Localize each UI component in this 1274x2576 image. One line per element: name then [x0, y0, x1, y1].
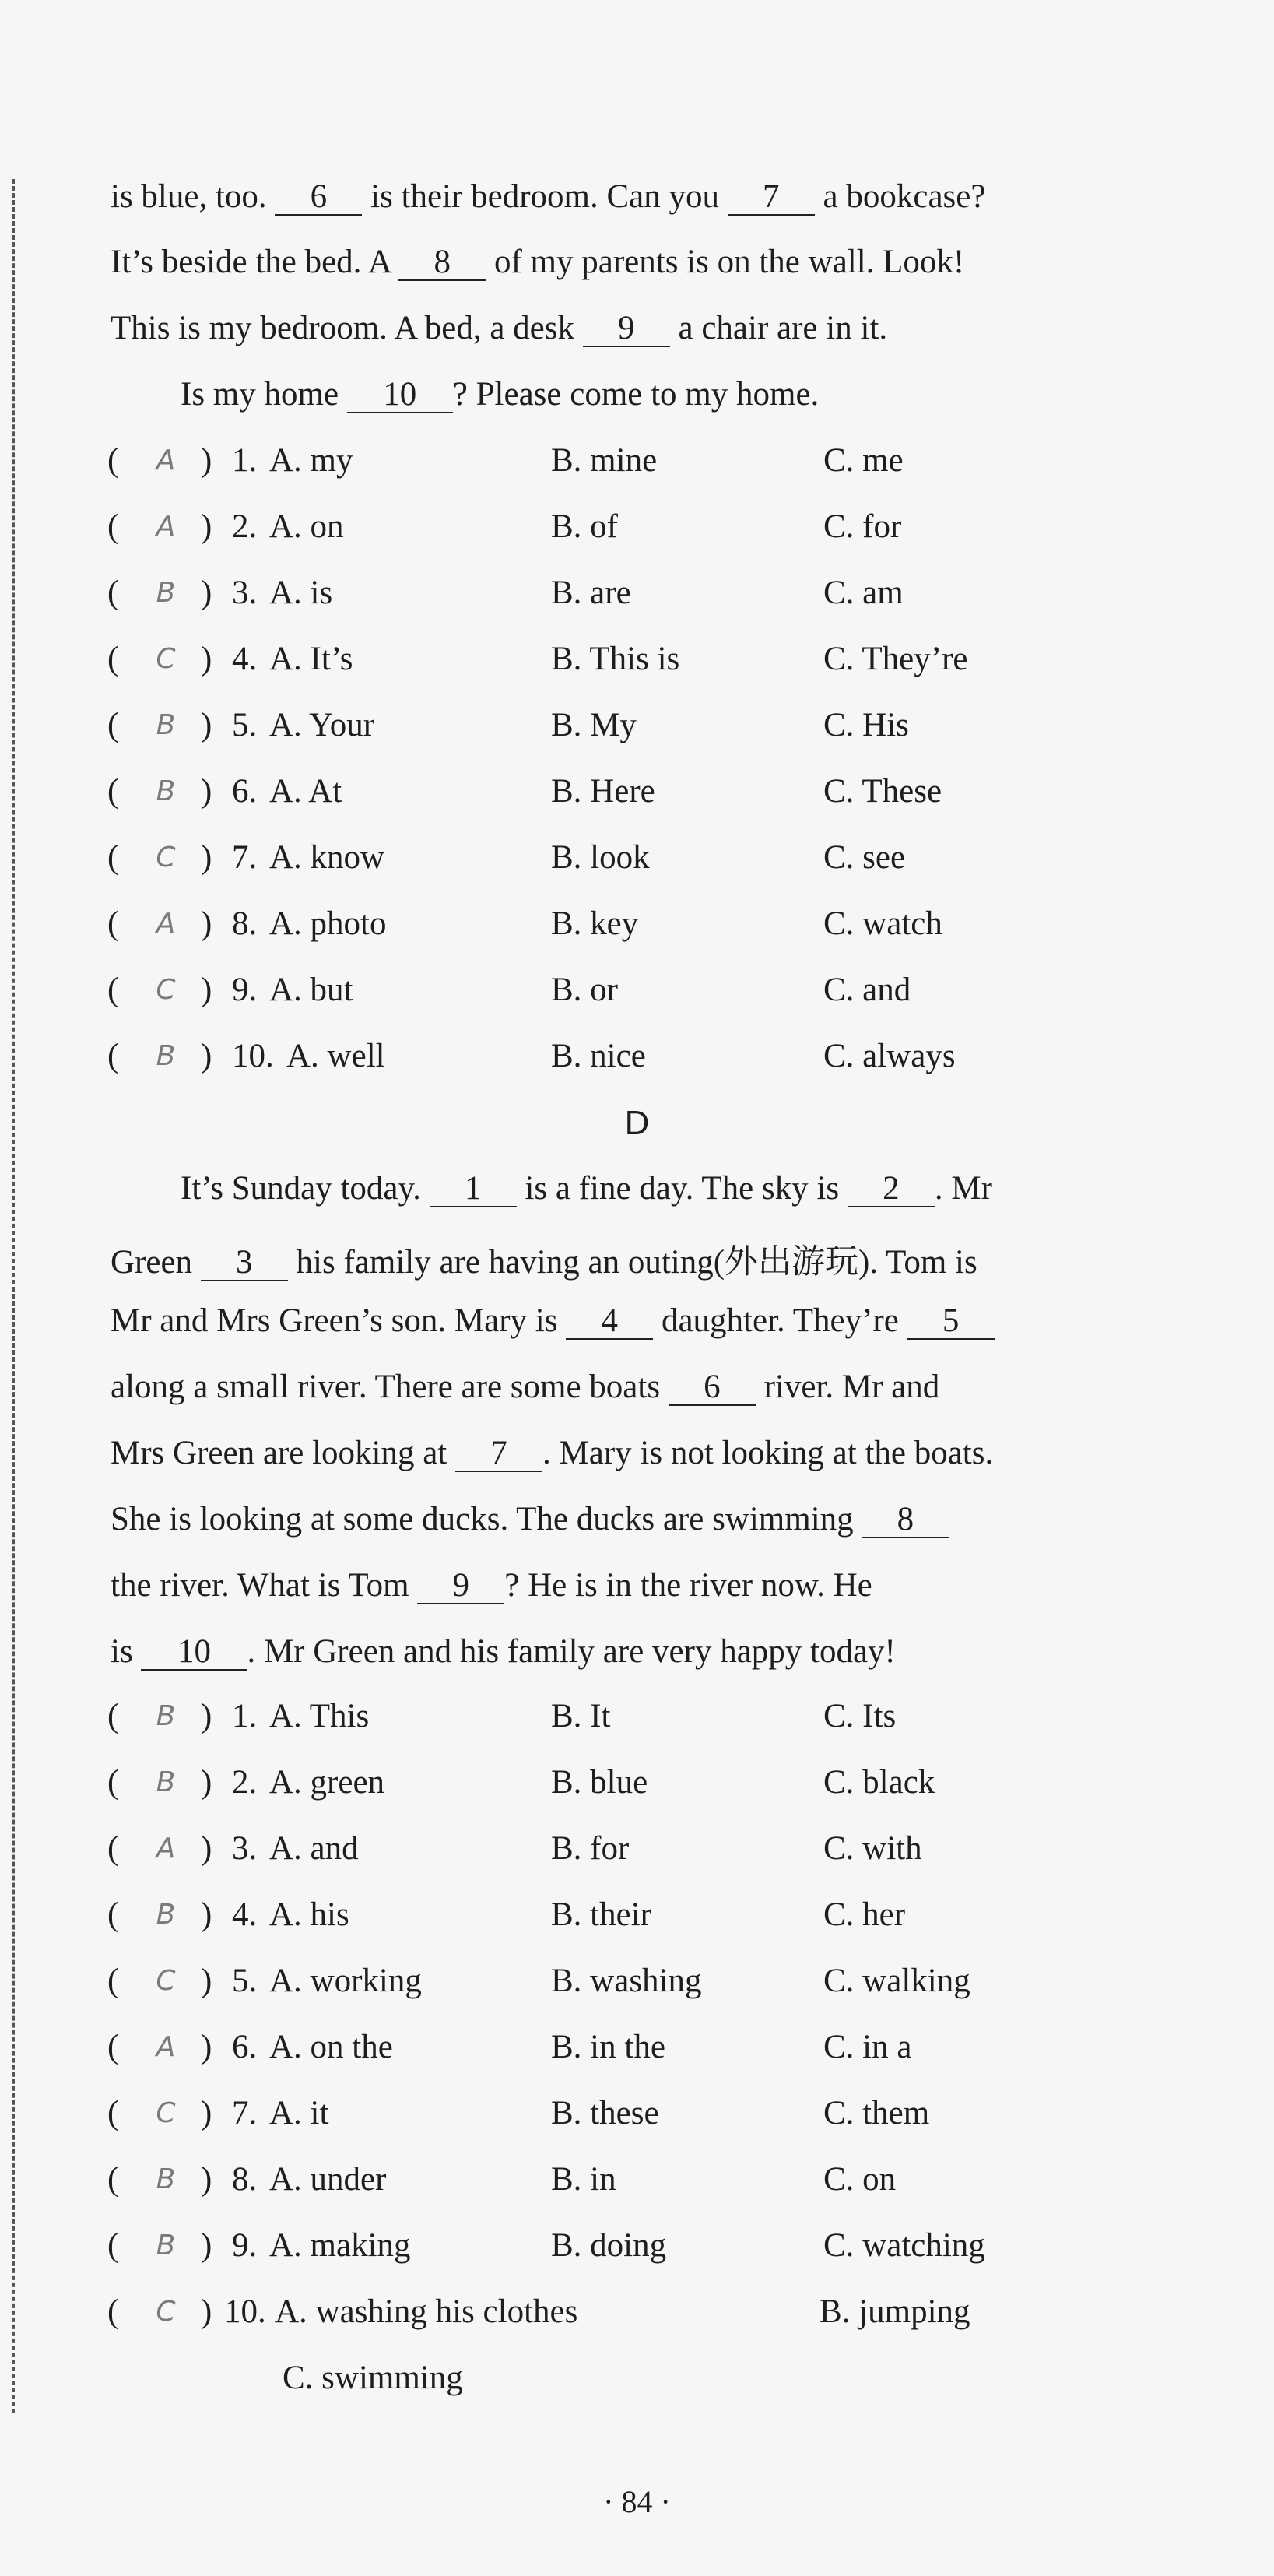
option-c: C. They’re	[823, 641, 968, 677]
paren-open: (	[107, 972, 119, 1008]
text: Is my home	[181, 376, 339, 413]
text: . Mary is not looking at the boats.	[542, 1435, 994, 1471]
option-a: A. know	[269, 839, 385, 876]
paren-close: )	[201, 1963, 212, 1999]
paren-open: (	[107, 1038, 119, 1074]
question-row-c-7	[107, 838, 1197, 885]
option-a: A. it	[269, 2095, 329, 2131]
paren-close: )	[201, 1698, 212, 1734]
question-row-d-9	[107, 2226, 1197, 2273]
passage-d-line-7	[111, 1566, 1107, 1604]
option-b: B. jumping	[820, 2293, 970, 2330]
option-c: C. These	[823, 773, 942, 810]
question-number: 8.	[232, 905, 258, 942]
answer-mark[interactable]: A	[156, 445, 176, 476]
option-b: B. or	[551, 972, 618, 1008]
question-row-c-6	[107, 772, 1197, 819]
option-c: C. and	[823, 972, 911, 1008]
paren-open: (	[107, 1698, 119, 1734]
passage-d-line-4	[111, 1368, 1107, 1406]
question-row-d-8	[107, 2160, 1197, 2207]
blank: 6	[669, 1369, 756, 1406]
paren-close: )	[201, 575, 212, 611]
paren-open: (	[107, 508, 119, 545]
text: Green	[111, 1244, 193, 1281]
paren-close: )	[201, 1896, 212, 1933]
answer-mark[interactable]: B	[156, 1766, 176, 1798]
paren-close: )	[201, 707, 212, 743]
question-number: 4.	[232, 1896, 258, 1933]
paren-close: )	[201, 839, 212, 876]
paren-close: )	[201, 1764, 212, 1801]
option-a: A. making	[269, 2227, 411, 2264]
blank: 7	[728, 179, 815, 216]
question-number: 10.	[224, 2293, 266, 2330]
answer-mark[interactable]: B	[156, 1700, 176, 1732]
passage-c-line-2	[111, 243, 1107, 281]
option-c: C. me	[823, 442, 904, 479]
option-c: C. swimming	[283, 2360, 463, 2396]
option-c: C. Its	[823, 1698, 897, 1734]
paren-close: )	[201, 1038, 212, 1074]
option-c: C. on	[823, 2161, 897, 2198]
paren-open: (	[107, 442, 119, 479]
paren-open: (	[107, 1896, 119, 1933]
question-row-d-1	[107, 1697, 1197, 1744]
text: his family are having an outing(外出游玩). Tom is	[296, 1244, 977, 1281]
blank: 1	[430, 1171, 517, 1207]
text: a bookcase?	[823, 178, 986, 215]
text: Mr and Mrs Green’s son. Mary is	[111, 1302, 558, 1339]
question-row-d-2	[107, 1763, 1197, 1810]
passage-d-line-1	[181, 1169, 1177, 1207]
answer-mark[interactable]: A	[156, 1833, 176, 1864]
answer-mark[interactable]: B	[156, 2230, 176, 2261]
text: It’s beside the bed. A	[111, 244, 391, 280]
paren-open: (	[107, 1764, 119, 1801]
paren-close: )	[201, 972, 212, 1008]
question-row-c-4	[107, 640, 1197, 687]
option-c: C. with	[823, 1830, 922, 1867]
question-number: 5.	[232, 1963, 258, 1999]
answer-mark[interactable]: B	[156, 577, 176, 609]
text: ? Please come to my home.	[452, 376, 820, 413]
question-number: 5.	[232, 707, 258, 743]
paren-open: (	[107, 773, 119, 810]
paren-open: (	[107, 707, 119, 743]
text: along a small river. There are some boats	[111, 1369, 661, 1405]
option-a: A. Your	[269, 707, 375, 743]
question-number: 6.	[232, 2029, 258, 2065]
blank: 9	[583, 311, 670, 347]
option-c: C. black	[823, 1764, 935, 1801]
option-a: A. his	[269, 1896, 349, 1933]
text: is blue, too.	[111, 178, 267, 215]
option-b: B. for	[551, 1830, 630, 1867]
option-a: A. At	[269, 773, 342, 810]
paren-open: (	[107, 575, 119, 611]
option-a: A. It’s	[269, 641, 353, 677]
option-a: A. is	[269, 575, 333, 611]
option-b: B. mine	[551, 442, 658, 479]
paren-open: (	[107, 2029, 119, 2065]
option-c: C. always	[823, 1038, 956, 1074]
question-number: 7.	[232, 839, 258, 876]
answer-mark[interactable]: C	[156, 842, 176, 873]
blank: 10	[141, 1634, 247, 1671]
option-b: B. My	[551, 707, 637, 743]
page-number: · 84 ·	[603, 2484, 671, 2519]
option-b: B. in the	[551, 2029, 665, 2065]
paren-close: )	[201, 641, 212, 677]
answer-mark[interactable]: B	[156, 775, 176, 807]
text: . Mr	[934, 1170, 992, 1207]
text: Mrs Green are looking at	[111, 1435, 447, 1471]
answer-mark[interactable]: C	[156, 1965, 176, 1997]
question-row-d-10-cont	[107, 2359, 1197, 2406]
answer-mark[interactable]: A	[156, 2031, 176, 2063]
question-row-d-5	[107, 1962, 1197, 2008]
blank: 8	[862, 1502, 949, 1538]
paren-open: (	[107, 905, 119, 942]
option-a: A. on the	[269, 2029, 393, 2065]
option-c: C. in a	[823, 2029, 912, 2065]
question-row-c-3	[107, 574, 1197, 620]
answer-mark[interactable]: B	[156, 2163, 176, 2195]
option-c: C. see	[823, 839, 906, 876]
question-number: 8.	[232, 2161, 258, 2198]
question-row-c-5	[107, 706, 1197, 753]
paren-close: )	[201, 905, 212, 942]
question-row-c-2	[107, 508, 1197, 554]
passage-d-line-6	[111, 1500, 1107, 1538]
text: of my parents is on the wall. Look!	[493, 244, 965, 280]
option-b: B. It	[551, 1698, 611, 1734]
paren-open: (	[107, 641, 119, 677]
option-c: C. watch	[823, 905, 942, 942]
text: the river. What is Tom	[111, 1567, 409, 1604]
question-number: 2.	[232, 508, 258, 545]
paren-open: (	[107, 1963, 119, 1999]
question-number: 9.	[232, 972, 258, 1008]
question-row-d-7	[107, 2094, 1197, 2141]
option-b: B. in	[551, 2161, 616, 2198]
question-row-c-1	[107, 441, 1197, 488]
option-b: B. washing	[551, 1963, 702, 1999]
text: river. Mr and	[763, 1369, 940, 1405]
text: . Mr Green and his family are very happy today!	[247, 1633, 896, 1670]
option-a: A. under	[269, 2161, 387, 2198]
option-a: A. washing his clothes	[275, 2293, 578, 2330]
paren-open: (	[107, 1830, 119, 1867]
option-c: C. her	[823, 1896, 906, 1933]
passage-d-line-3	[111, 1302, 1107, 1340]
option-b: B. Here	[551, 773, 655, 810]
question-number: 7.	[232, 2095, 258, 2131]
paren-open: (	[107, 2227, 119, 2264]
blank: 2	[848, 1171, 935, 1207]
question-number: 1.	[232, 442, 258, 479]
question-number: 3.	[232, 575, 258, 611]
passage-d-line-5	[111, 1434, 1107, 1472]
answer-mark[interactable]: C	[156, 2296, 176, 2328]
paren-close: )	[201, 2095, 212, 2131]
paren-open: (	[107, 2293, 119, 2330]
blank: 7	[455, 1436, 542, 1472]
option-b: B. blue	[551, 1764, 648, 1801]
blank: 3	[201, 1245, 288, 1281]
option-a: A. but	[269, 972, 353, 1008]
text: a chair are in it.	[678, 310, 888, 346]
paren-close: )	[201, 2227, 212, 2264]
answer-mark[interactable]: B	[156, 1040, 176, 1072]
answer-mark[interactable]: C	[156, 974, 176, 1006]
paren-close: )	[201, 1830, 212, 1867]
question-row-d-10	[107, 2293, 1197, 2339]
paren-open: (	[107, 839, 119, 876]
text: daughter. They’re	[661, 1302, 899, 1339]
blank: 8	[398, 244, 486, 281]
paren-open: (	[107, 2161, 119, 2198]
section-title-d: D	[624, 1104, 650, 1142]
question-number: 10.	[232, 1038, 274, 1074]
option-b: B. are	[551, 575, 631, 611]
passage-c-line-1	[111, 177, 1107, 216]
blank: 6	[275, 179, 362, 216]
question-row-c-10	[107, 1037, 1197, 1084]
passage-c-line-3	[111, 309, 1107, 347]
paren-close: )	[201, 773, 212, 810]
question-number: 3.	[232, 1830, 258, 1867]
option-b: B. look	[551, 839, 650, 876]
option-b: B. these	[551, 2095, 659, 2131]
paren-open: (	[107, 2095, 119, 2131]
option-b: B. doing	[551, 2227, 667, 2264]
text: is a fine day. The sky is	[525, 1170, 840, 1207]
blank: 10	[347, 377, 453, 413]
dashed-margin-line	[12, 179, 15, 2413]
answer-mark[interactable]: A	[156, 511, 176, 543]
paren-close: )	[201, 442, 212, 479]
paren-close: )	[201, 2161, 212, 2198]
blank: 9	[417, 1568, 504, 1604]
paren-close: )	[201, 2029, 212, 2065]
text: is	[111, 1633, 133, 1670]
passage-d-line-2	[111, 1235, 1107, 1283]
passage-d-line-8	[111, 1632, 1107, 1671]
passage-c-line-4	[181, 375, 1177, 413]
option-a: A. well	[286, 1038, 385, 1074]
option-a: A. photo	[269, 905, 387, 942]
text: She is looking at some ducks. The ducks are swimming	[111, 1501, 854, 1538]
blank: 5	[907, 1303, 995, 1340]
option-a: A. working	[269, 1963, 422, 1999]
question-number: 1.	[232, 1698, 258, 1734]
text: ? He is in the river now. He	[504, 1567, 872, 1604]
question-row-d-4	[107, 1896, 1197, 1942]
option-b: B. their	[551, 1896, 651, 1933]
option-c: C. walking	[823, 1963, 970, 1999]
option-c: C. am	[823, 575, 904, 611]
option-a: A. This	[269, 1698, 370, 1734]
option-a: A. green	[269, 1764, 385, 1801]
answer-mark[interactable]: A	[156, 908, 176, 940]
option-a: A. on	[269, 508, 344, 545]
blank: 4	[566, 1303, 653, 1340]
text: It’s Sunday today.	[181, 1170, 421, 1207]
option-a: A. and	[269, 1830, 359, 1867]
question-number: 6.	[232, 773, 258, 810]
option-c: C. His	[823, 707, 909, 743]
paren-close: )	[201, 2293, 212, 2330]
question-number: 4.	[232, 641, 258, 677]
option-c: C. watching	[823, 2227, 985, 2264]
question-number: 9.	[232, 2227, 258, 2264]
paren-close: )	[201, 508, 212, 545]
option-c: C. them	[823, 2095, 930, 2131]
question-row-d-6	[107, 2028, 1197, 2075]
answer-mark[interactable]: B	[156, 709, 176, 741]
answer-mark[interactable]: B	[156, 1899, 176, 1931]
option-b: B. This is	[551, 641, 680, 677]
option-b: B. nice	[551, 1038, 646, 1074]
question-number: 2.	[232, 1764, 258, 1801]
option-c: C. for	[823, 508, 902, 545]
question-row-c-8	[107, 905, 1197, 951]
option-b: B. of	[551, 508, 618, 545]
option-a: A. my	[269, 442, 353, 479]
question-row-d-3	[107, 1829, 1197, 1876]
option-b: B. key	[551, 905, 639, 942]
question-row-c-9	[107, 971, 1197, 1017]
answer-mark[interactable]: C	[156, 2097, 176, 2129]
text: is their bedroom. Can you	[370, 178, 720, 215]
answer-mark[interactable]: C	[156, 643, 176, 675]
text: This is my bedroom. A bed, a desk	[111, 310, 574, 346]
